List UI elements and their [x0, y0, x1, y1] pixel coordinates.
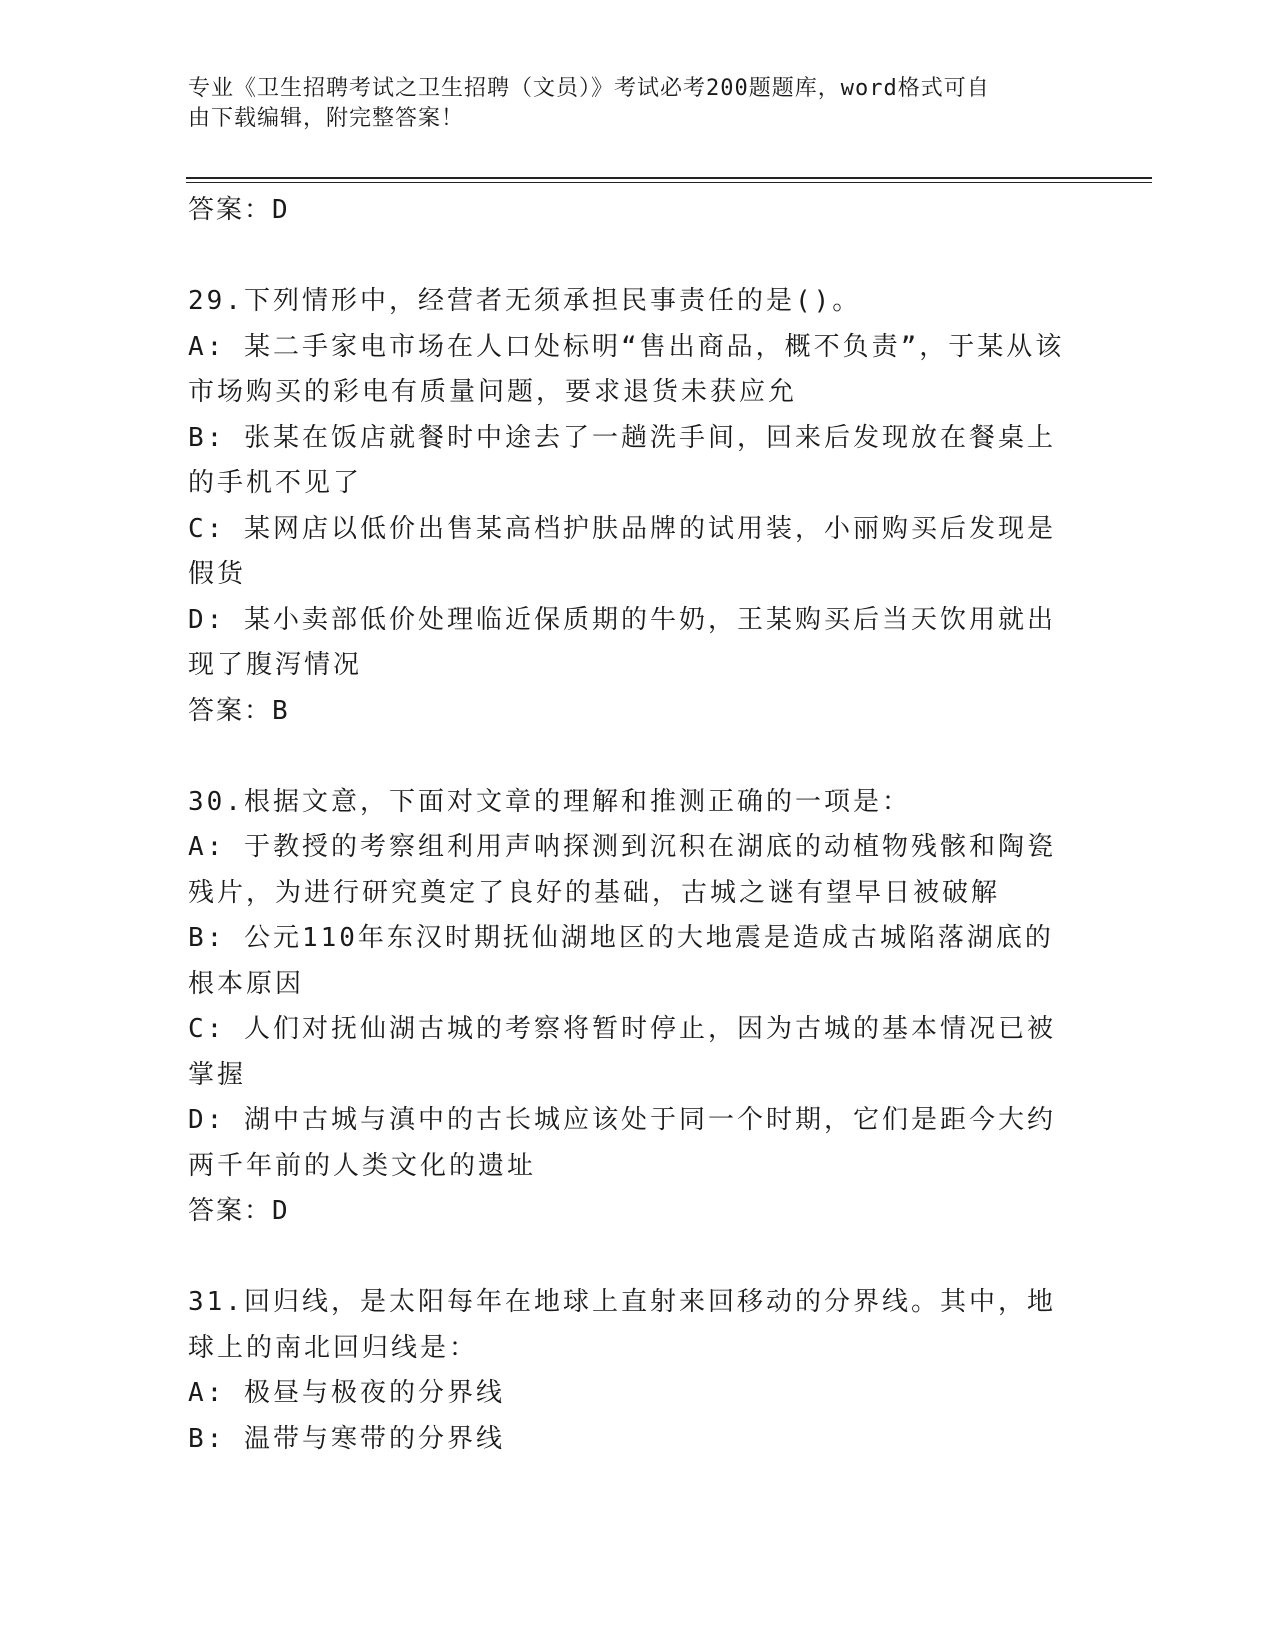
question-29 — [188, 279, 1078, 734]
question-31-option-b: B: 温带与寒带的分界线 — [188, 1423, 505, 1454]
question-30-option-d: D: 湖中古城与滇中的古长城应该处于同一个时期，它们是距今大约两千年前的人类文化的遗址 — [188, 1105, 1056, 1181]
spacer — [188, 734, 1078, 780]
document-body — [188, 188, 1078, 1462]
question-31 — [188, 1280, 1078, 1462]
question-29-option-d: D: 某小卖部低价处理临近保质期的牛奶，王某购买后当天饮用就出现了腹泻情况 — [188, 604, 1056, 680]
question-29-option-b: B: 张某在饭店就餐时中途去了一趟洗手间，回来后发现放在餐桌上的手机不见了 — [188, 422, 1056, 498]
header-line-1: 专业《卫生招聘考试之卫生招聘（文员）》考试必考200题题库，word格式可自 — [188, 76, 990, 101]
question-30-option-a: A: 于教授的考察组利用声呐探测到沉积在湖底的动植物残骸和陶瓷残片，为进行研究奠定了良好的基础，古城之谜有望早日被破解 — [188, 832, 1056, 908]
question-29-stem: 29.下列情形中，经营者无须承担民事责任的是()。 — [188, 286, 862, 316]
document-header — [188, 74, 1088, 134]
question-30-option-b: B: 公元110年东汉时期抚仙湖地区的大地震是造成古城陷落湖底的根本原因 — [188, 923, 1054, 999]
question-29-option-c: C: 某网店以低价出售某高档护肤品牌的试用装，小丽购买后发现是假货 — [188, 513, 1056, 589]
answer-28: 答案：D — [188, 195, 290, 225]
question-30 — [188, 780, 1078, 1235]
header-divider-thin — [186, 182, 1152, 183]
question-30-answer: 答案：D — [188, 1196, 290, 1226]
spacer — [188, 234, 1078, 280]
header-line-2: 由下载编辑，附完整答案！ — [188, 106, 465, 131]
question-31-option-a: A: 极昼与极夜的分界线 — [188, 1378, 505, 1408]
question-30-stem: 30.根据文意，下面对文章的理解和推测正确的一项是： — [188, 786, 911, 817]
question-31-stem: 31.回归线，是太阳每年在地球上直射来回移动的分界线。其中，地球上的南北回归线是： — [188, 1287, 1056, 1363]
question-29-answer: 答案：B — [188, 695, 290, 726]
header-divider-thick — [186, 177, 1152, 179]
question-29-option-a: A: 某二手家电市场在人口处标明“售出商品，概不负责”，于某从该市场购买的彩电有质量问题，要求退货未获应允 — [188, 331, 1065, 407]
question-30-option-c: C: 人们对抚仙湖古城的考察将暂时停止，因为古城的基本情况已被掌握 — [188, 1014, 1056, 1090]
spacer — [188, 1235, 1078, 1281]
